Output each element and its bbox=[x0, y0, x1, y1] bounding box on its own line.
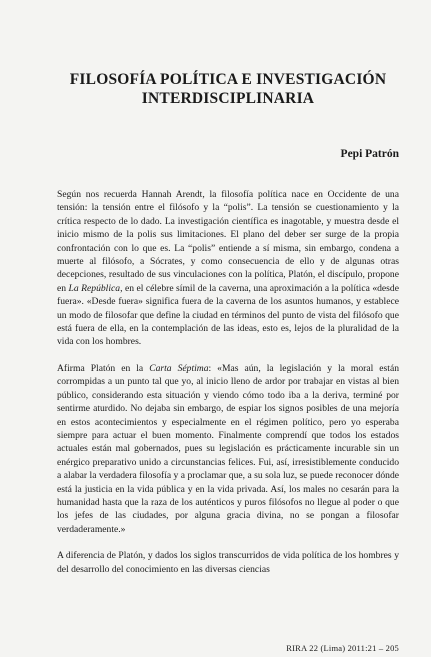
paragraph-3-text: A diferencia de Platón, y dados los siglos transcurridos de vida política de los hombres y del desarrollo del conocimiento en las diversas ciencias bbox=[57, 550, 399, 575]
document-page bbox=[0, 70, 431, 657]
title-line-2: INTERDISCIPLINARIA bbox=[141, 90, 315, 107]
page-footer: RIRA 22 (Lima) 2011:21 – 205 bbox=[286, 643, 399, 653]
paragraph-1-italic: La República bbox=[68, 282, 121, 294]
paragraph-1-text: Según nos recuerda Hannah Arendt, la filosofía política nace en Occidente de una tensión: la tensión entre el filósofo y la “polis”. La tensión se cuestionamiento y la crítica respecto de lo dado. La investigación científica es inagotable, y muestra desde el inicio mismo de la polis sus limitaciones. El plano del deber ser surge de la propia confrontación con lo que es. La “polis” entiende a sí misma, sin embargo, condena a muerte al filósofo, a Sócrates, y como consecuencia de ello y de algunas otras decepciones, resultado de sus vinculaciones con la política, Platón, el discípulo, propone en bbox=[57, 189, 399, 294]
paragraph-2-text: Afirma Platón en la bbox=[57, 362, 150, 374]
body-paragraph-1 bbox=[57, 188, 399, 349]
body-paragraph-2 bbox=[57, 362, 399, 536]
paragraph-2-text-after: : «Mas aún, la legislación y la moral están corrompidas a un punto tal que yo, al inicio lleno de ardor por trabajar en vistas al bien público, considerando esta situación y viendo cómo todo iba a la deriva, terminé por sentirme aturdido. No dejaba sin embargo, de espiar los signos posibles de una mejoría en estos acontecimientos y especialmente en el régimen político, pero yo esperaba siempre para actuar el buen momento. Finalmente comprendí que todos los estados actuales están mal gobernados, pues su legislación es prácticamente incurable sin un enérgico preparativo unido a circunstancias felices. Fui, así, irresistiblemente conducido a alabar la verdadera filosofía y a proclamar que, a su sola luz, se puede reconocer dónde está la justicia en la vida pública y en la vida privada. Así, los males no cesarán para la humanidad hasta que la raza de los auténticos y puros filósofos no llegue al poder o que los jefes de las ciudades, por alguna gracia divina, no se pongan a filosofar verdaderamente.» bbox=[57, 362, 400, 535]
body-paragraph-3 bbox=[57, 549, 399, 576]
paragraph-1-text-after: , en el célebre símil de la caverna, una aproximación a la política «desde fuera». «Desde fuera» significa fuera de la caverna de los asuntos humanos, y establece un modo de filosofar que define la ciudad en términos del punto de vista del filósofo que está fuera de ella, en la contemplación de las ideas, esto es, lejos de la pluralidad de la vida con los hombres. bbox=[57, 282, 399, 348]
page-title bbox=[57, 70, 399, 108]
paragraph-2-italic: Carta Séptima bbox=[149, 362, 209, 374]
title-line-1: FILOSOFÍA POLÍTICA E INVESTIGACIÓN bbox=[69, 71, 387, 88]
author-name: Pepi Patrón bbox=[340, 148, 399, 160]
